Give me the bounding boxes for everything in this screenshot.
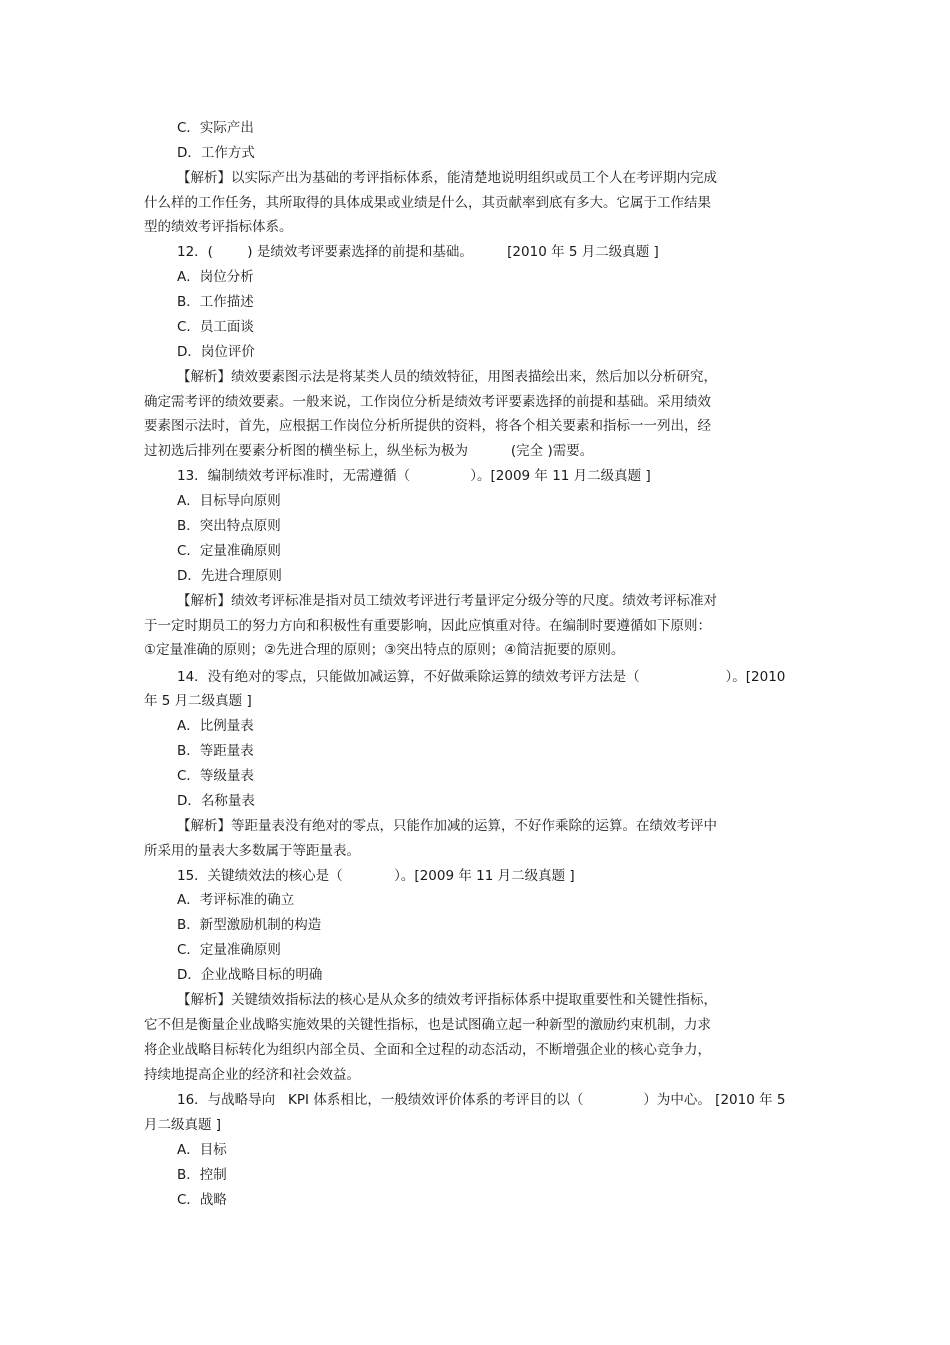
question-line: 14．没有绝对的零点，只能做加减运算，不好做乘除运算的绩效考评方法是（ ）。[2010	[177, 669, 786, 685]
analysis-line: 【解析】绩效要素图示法是将某类人员的绩效特征，用图表描绘出来，然后加以分析研究，	[177, 369, 717, 385]
option-line: D．工作方式	[177, 145, 255, 161]
option-line: A．考评标准的确立	[177, 892, 295, 908]
text-line: 所采用的量表大多数属于等距量表。	[144, 843, 360, 859]
analysis-line: 【解析】绩效考评标准是指对员工绩效考评进行考量评定分级分等的尺度。绩效考评标准对	[177, 593, 717, 609]
text-line: 要素图示法时，首先，应根据工作岗位分析所提供的资料，将各个相关要素和指标一一列出，经	[144, 418, 711, 434]
option-line: A．岗位分析	[177, 269, 254, 285]
option-line: C．定量准确原则	[177, 942, 281, 958]
option-line: D．名称量表	[177, 793, 255, 809]
text-line: 于一定时期员工的努力方向和积极性有重要影响，因此应慎重对待。在编制时要遵循如下原则：	[144, 618, 711, 634]
option-line: B．新型激励机制的构造	[177, 917, 322, 933]
analysis-line: 【解析】关键绩效指标法的核心是从众多的绩效考评指标体系中提取重要性和关键性指标，	[177, 992, 717, 1008]
text-line: 年 5 月二级真题 ]	[144, 693, 252, 709]
question-line: 12．( ) 是绩效考评要素选择的前提和基础。 [2010 年 5 月二级真题 ]	[177, 244, 659, 260]
option-line: D．岗位评价	[177, 344, 255, 360]
text-line: 持续地提高企业的经济和社会效益。	[144, 1067, 360, 1083]
text-line: 过初选后排列在要素分析图的横坐标上，纵坐标为极为 (完全 )需要。	[144, 443, 594, 459]
text-line: 将企业战略目标转化为组织内部全员、全面和全过程的动态活动，不断增强企业的核心竞争力，	[144, 1042, 711, 1058]
option-line: B．工作描述	[177, 294, 254, 310]
option-line: A．目标	[177, 1142, 227, 1158]
text-line: ①定量准确的原则；②先进合理的原则；③突出特点的原则；④简洁扼要的原则。	[144, 642, 625, 658]
analysis-line: 【解析】等距量表没有绝对的零点，只能作加减的运算，不好作乘除的运算。在绩效考评中	[177, 818, 717, 834]
option-line: B．突出特点原则	[177, 518, 281, 534]
option-line: D．先进合理原则	[177, 568, 282, 584]
text-line: 它不但是衡量企业战略实施效果的关键性指标，也是试图确立起一种新型的激励约束机制，力求	[144, 1017, 711, 1033]
option-line: C．员工面谈	[177, 319, 254, 335]
question-line: 15．关键绩效法的核心是（ ）。[2009 年 11 月二级真题 ]	[177, 868, 575, 884]
option-line: C．实际产出	[177, 120, 254, 136]
option-line: A．目标导向原则	[177, 493, 281, 509]
text-line: 月二级真题 ]	[144, 1117, 222, 1133]
option-line: C．定量准确原则	[177, 543, 281, 559]
question-line: 16．与战略导向 KPI 体系相比，一般绩效评价体系的考评目的以（ ）为中心。 [2010 年 5	[177, 1092, 786, 1108]
text-line: 型的绩效考评指标体系。	[144, 219, 293, 235]
text-line: 确定需考评的绩效要素。一般来说，工作岗位分析是绩效考评要素选择的前提和基础。采用绩效	[144, 394, 711, 410]
option-line: D．企业战略目标的明确	[177, 967, 323, 983]
option-line: C．战略	[177, 1192, 227, 1208]
option-line: C．等级量表	[177, 768, 254, 784]
text-line: 什么样的工作任务，其所取得的具体成果或业绩是什么，其贡献率到底有多大。它属于工作结果	[144, 195, 711, 211]
option-line: B．控制	[177, 1167, 227, 1183]
option-line: A．比例量表	[177, 718, 254, 734]
question-line: 13．编制绩效考评标准时，无需遵循（ ）。[2009 年 11 月二级真题 ]	[177, 468, 651, 484]
option-line: B．等距量表	[177, 743, 254, 759]
analysis-line: 【解析】以实际产出为基础的考评指标体系，能清楚地说明组织或员工个人在考评期内完成	[177, 170, 717, 186]
